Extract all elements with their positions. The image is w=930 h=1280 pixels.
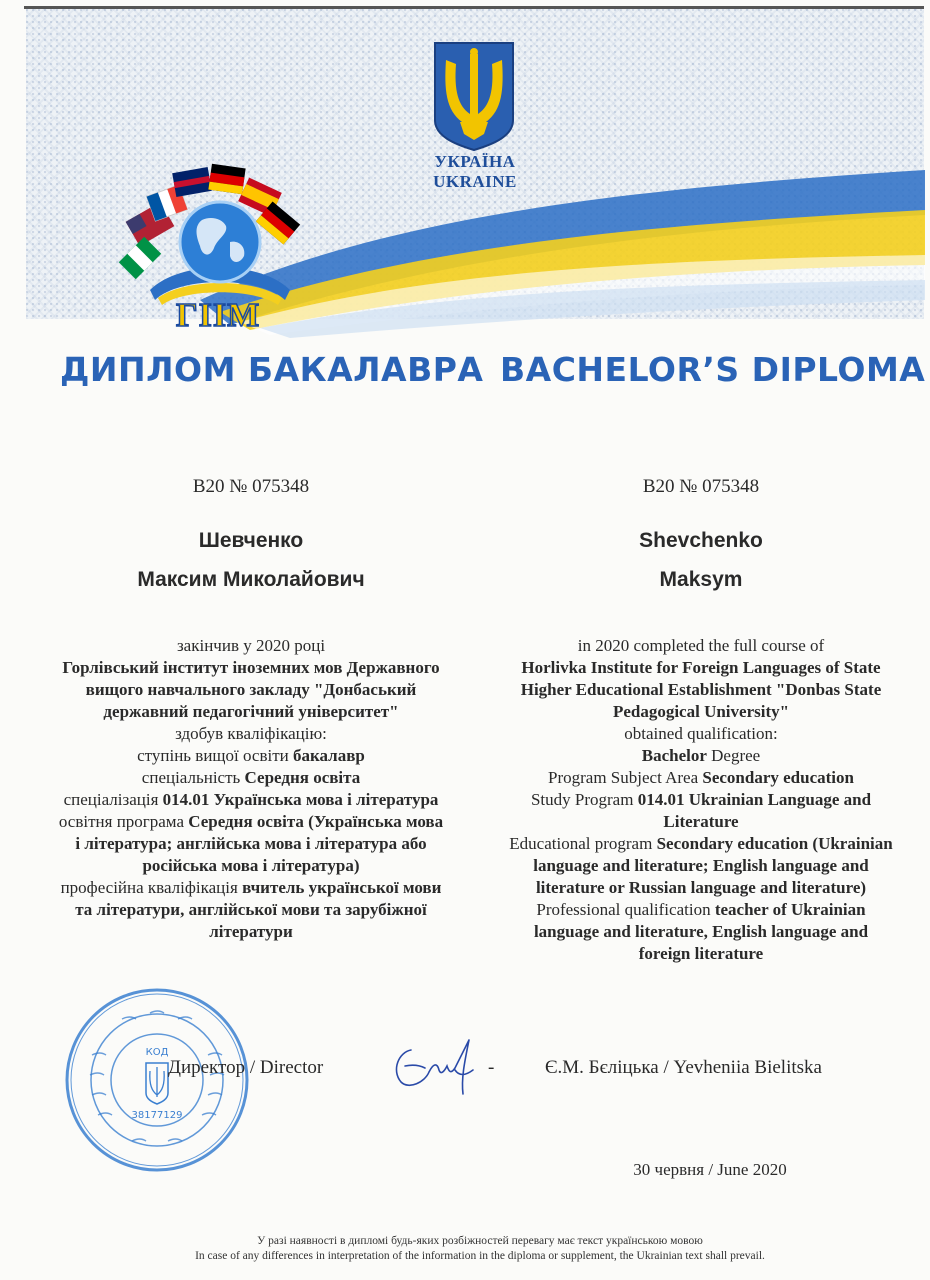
director-label: Директор / Director <box>168 1057 324 1078</box>
stamp-code-label: КОД <box>145 1047 169 1058</box>
degree-value-uk: бакалавр <box>292 746 365 765</box>
specialty-label-uk: спеціальність <box>141 768 245 787</box>
country-label <box>400 152 550 192</box>
prof-label-en: Professional qualification <box>536 900 715 919</box>
specialty-value-uk: Середня освіта <box>244 768 361 787</box>
signature-dash: - <box>488 1057 495 1078</box>
footnote-en: In case of any differences in interpretation of the information in the diploma or supplement, the Ukrainian text shall prevail. <box>195 1250 765 1262</box>
degree-label-en: Degree <box>706 746 761 765</box>
program-label-uk: освітня програма <box>58 812 189 831</box>
program-label-en: Educational program <box>509 834 657 853</box>
prof-value-2-en: language and literature, English language and <box>533 922 869 941</box>
obtained-line-en: obtained qualification: <box>624 724 778 743</box>
diploma-title-uk: ДИПЛОМ БАКАЛАВРА <box>60 350 484 389</box>
serial-number-uk: B20 № 075348 <box>192 476 310 497</box>
country-label-uk: УКРАЇНА <box>434 152 516 171</box>
institution-line-1-uk: Горлівський інститут іноземних мов Державного <box>62 658 440 677</box>
country-label-en: UKRAINE <box>433 172 517 191</box>
specialization-value-uk: 014.01 Українська мова і література <box>162 790 439 809</box>
footnote <box>100 1234 860 1264</box>
program-value-2-en: language and literature; English language and <box>533 856 869 875</box>
program-value-3-uk: російська мова і література) <box>142 856 360 875</box>
completed-line-en: in 2020 completed the full course of <box>577 636 825 655</box>
qualification-text-en <box>495 635 907 965</box>
program-value-1-uk: Середня освіта (Українська мова <box>188 812 444 831</box>
surname-uk: Шевченко <box>198 529 304 552</box>
program-line-1-en <box>495 833 907 855</box>
program-value-2-uk: і література; англійська мова і література або <box>75 834 427 853</box>
handwritten-signature <box>385 1030 495 1100</box>
prof-line-1-uk <box>45 877 457 899</box>
official-stamp <box>62 985 252 1175</box>
study-label-en: Study Program <box>530 790 638 809</box>
qualification-text-uk <box>45 635 457 943</box>
institution-line-3-en: Pedagogical University" <box>612 702 790 721</box>
area-value-en: Secondary education <box>702 768 854 787</box>
prof-value-3-uk: літератури <box>209 922 293 941</box>
specialization-line-uk <box>45 789 457 811</box>
completed-line-uk: закінчив у 2020 році <box>176 636 326 655</box>
institution-line-2-uk: вищого навчального закладу "Донбаський <box>85 680 417 699</box>
serial-number-en: B20 № 075348 <box>642 476 760 497</box>
study-value-2-en: Literature <box>663 812 739 831</box>
prof-value-2-uk: та літератури, англійської мови та зарубіжної <box>75 900 427 919</box>
coat-of-arms-icon <box>432 40 516 152</box>
degree-line-uk <box>45 745 457 767</box>
diploma-title-en: BACHELOR’S DIPLOMA <box>500 350 926 389</box>
prof-value-3-en: foreign literature <box>638 944 764 963</box>
stamp-code-number: 38177129 <box>131 1110 183 1121</box>
issue-date: 30 червня / June 2020 <box>633 1160 787 1179</box>
prof-value-1-uk: вчитель української мови <box>242 878 442 897</box>
institute-logo-text: ГІІМ <box>176 297 261 334</box>
degree-line-en <box>495 745 907 767</box>
institution-line-2-en: Higher Educational Establishment "Donbas State <box>520 680 882 699</box>
given-names-uk: Максим Миколайович <box>137 568 365 591</box>
institution-line-1-en: Horlivka Institute for Foreign Languages of State <box>521 658 881 677</box>
prof-value-1-en: teacher of Ukrainian <box>714 900 866 919</box>
area-line-en <box>495 767 907 789</box>
specialty-line-uk <box>45 767 457 789</box>
degree-label-uk: ступінь вищої освіти <box>137 746 293 765</box>
program-value-3-en: literature or Russian language and literature) <box>535 878 867 897</box>
specialization-label-uk: спеціалізація <box>63 790 163 809</box>
study-value-1-en: 014.01 Ukrainian Language and <box>637 790 872 809</box>
institution-line-3-uk: державний педагогічний університет" <box>103 702 399 721</box>
area-label-en: Program Subject Area <box>548 768 703 787</box>
obtained-line-uk: здобув кваліфікацію: <box>175 724 327 743</box>
program-value-1-en: Secondary education (Ukrainian <box>656 834 893 853</box>
footnote-uk: У разі наявності в дипломі будь-яких розбіжностей перевагу має текст українською мовою <box>257 1235 703 1247</box>
prof-line-1-en <box>495 899 907 921</box>
surname-en: Shevchenko <box>639 529 763 552</box>
degree-value-en: Bachelor <box>641 746 707 765</box>
signatory-name: Є.М. Бєліцька / Yevheniia Bielitska <box>545 1057 822 1078</box>
institute-logo-globe-flags <box>110 160 330 310</box>
study-line-1-en <box>495 789 907 811</box>
program-line-1-uk <box>45 811 457 833</box>
prof-label-uk: професійна кваліфікація <box>60 878 243 897</box>
given-names-en: Maksym <box>659 568 743 591</box>
